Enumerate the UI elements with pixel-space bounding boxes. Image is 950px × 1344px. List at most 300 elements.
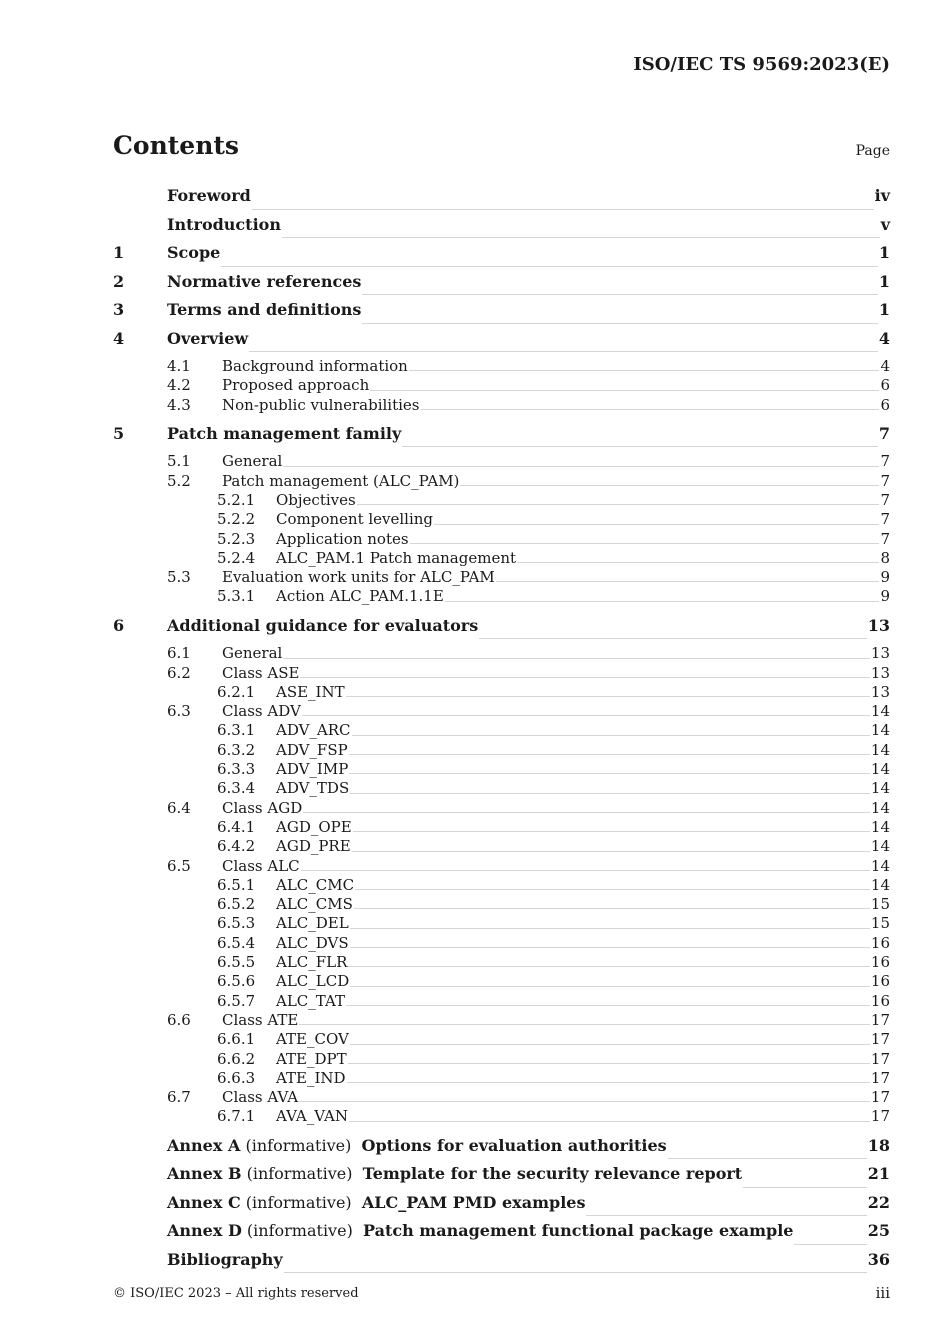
toc-entry-label: [276, 549, 516, 567]
toc-entry-number: 5.1: [167, 452, 191, 471]
toc-entry-number: 6.4: [167, 798, 191, 817]
toc-entry-label: [222, 396, 420, 414]
toc-entry-page: 14: [870, 702, 890, 721]
toc-entry-label: [167, 243, 220, 262]
dot-leader: [299, 1101, 870, 1102]
dot-leader: [460, 485, 879, 486]
toc-entry-title: AGD_PRE: [276, 837, 351, 856]
toc-entry[interactable]: [113, 1030, 890, 1049]
toc-entry-label: [167, 215, 281, 234]
toc-entry-number: 6.5.2: [217, 895, 256, 914]
toc-entry-number: 6.3.4: [217, 779, 256, 798]
footer-page-number: iii: [875, 1284, 890, 1302]
toc-entry-label: [167, 1164, 742, 1183]
toc-entry-page: 17: [870, 1010, 890, 1029]
dot-leader: [445, 601, 880, 602]
dot-leader: [352, 851, 870, 852]
toc-entry[interactable]: [113, 953, 890, 972]
toc-entry[interactable]: [113, 300, 890, 329]
toc-entry[interactable]: [113, 1250, 890, 1279]
dot-leader: [354, 908, 870, 909]
toc-entry-page: 22: [867, 1192, 890, 1212]
dot-leader: [362, 294, 877, 295]
toc-entry-title: Class AVA: [222, 1088, 299, 1107]
dot-leader: [434, 524, 879, 525]
toc-entry-label: [222, 1088, 298, 1106]
toc-entry-title: Patch management family: [167, 423, 402, 443]
toc-entry-number: 5.2.1: [217, 490, 256, 509]
toc-entry[interactable]: [113, 587, 890, 606]
toc-entry-title: ADV_TDS: [276, 779, 350, 798]
toc-entry-title: Terms and definitions: [167, 300, 362, 319]
toc-entry-number: 6.5.5: [217, 953, 256, 972]
toc-entry-label: [222, 376, 369, 394]
toc-entry-title: ASE_INT: [276, 682, 345, 701]
toc-entry-label: [276, 491, 356, 509]
toc-entry[interactable]: [113, 818, 890, 837]
toc-entry-title: Proposed approach: [222, 376, 370, 395]
toc-entry-page: 14: [870, 760, 890, 779]
toc-entry-label: [276, 818, 352, 836]
dot-leader: [349, 754, 870, 755]
dot-leader: [284, 1272, 867, 1273]
toc-entry-page: 7: [880, 490, 890, 509]
toc-entry[interactable]: [113, 1011, 890, 1030]
toc-entry-page: 16: [870, 972, 890, 991]
toc-entry-number: 6.5.7: [217, 991, 256, 1010]
dot-leader: [221, 266, 878, 267]
toc-entry[interactable]: [113, 837, 890, 856]
toc-entry-number: 5.3.1: [217, 587, 256, 606]
toc-entry-label: [276, 837, 351, 855]
toc-entry-number: 2: [113, 271, 125, 291]
toc-entry-page: 16: [870, 933, 890, 952]
toc-entry-number: 6.5.4: [217, 933, 256, 952]
toc-entry-label: [276, 530, 409, 548]
toc-entry-number: 6: [113, 615, 125, 635]
toc-entry-label: [167, 300, 361, 319]
toc-entry-page: 15: [870, 914, 890, 933]
toc-entry-page: 14: [870, 817, 890, 836]
toc-entry-page: 21: [867, 1164, 890, 1184]
toc-entry-label: [276, 1030, 349, 1048]
toc-entry[interactable]: [113, 357, 890, 376]
dot-leader: [350, 1044, 870, 1045]
dot-leader: [794, 1244, 866, 1245]
toc-entry-label: [276, 1069, 346, 1087]
dot-leader: [357, 504, 880, 505]
toc-entry-title: AGD_OPE: [276, 817, 352, 836]
toc-entry[interactable]: [113, 616, 890, 645]
toc-entry[interactable]: [113, 549, 890, 568]
toc-entry[interactable]: [113, 857, 890, 876]
dot-leader: [496, 581, 880, 582]
dot-leader: [350, 793, 870, 794]
toc-entry-number: 6.6.3: [217, 1068, 256, 1087]
toc-entry-title: Class ASE: [222, 663, 300, 682]
toc-entry-page: 14: [870, 740, 890, 759]
toc-entry-number: 4.1: [167, 357, 191, 375]
toc-entry[interactable]: [113, 1107, 890, 1126]
toc-entry-number: 3: [113, 300, 125, 319]
toc-entry[interactable]: [113, 721, 890, 740]
toc-entry-title: Overview: [167, 328, 249, 348]
toc-entry-label: [276, 1050, 347, 1068]
toc-entry[interactable]: [113, 741, 890, 760]
toc-entry[interactable]: [113, 329, 890, 358]
annex-status: (informative): [241, 1164, 363, 1184]
page-column-label: Page: [855, 143, 890, 159]
toc-entry[interactable]: [113, 186, 890, 215]
dot-leader: [668, 1158, 867, 1159]
toc-entry-number: 6.7: [167, 1088, 191, 1107]
toc-entry-label: [276, 587, 444, 605]
toc-entry-label: [276, 934, 349, 952]
toc-entry-page: v: [880, 214, 890, 234]
toc-entry-page: 14: [870, 856, 890, 875]
toc-entry-number: 5.2.4: [217, 548, 256, 567]
toc-entry-label: [276, 953, 347, 971]
toc-entry-title: Bibliography: [167, 1249, 283, 1269]
toc-entry-page: 1: [878, 271, 890, 291]
toc-entry-page: 7: [880, 529, 890, 548]
toc-entry-title: ALC_FLR: [276, 953, 348, 972]
toc-entry[interactable]: [113, 530, 890, 549]
toc-entry-label: [276, 972, 349, 990]
toc-entry[interactable]: [113, 1069, 890, 1088]
toc-entry-page: 18: [867, 1135, 890, 1155]
dot-leader: [362, 323, 877, 324]
toc-entry-title: ALC_CMS: [276, 895, 353, 914]
toc-entry-label: [276, 760, 348, 778]
toc-entry-label: [167, 1136, 667, 1155]
toc-entry[interactable]: [113, 1193, 890, 1222]
toc-entry-number: 6.6.2: [217, 1049, 256, 1068]
annex-status: (informative): [241, 1221, 363, 1241]
toc-entry-title: Introduction: [167, 214, 281, 234]
dot-leader: [346, 1005, 870, 1006]
toc-entry-label: [167, 272, 361, 291]
toc-entry[interactable]: [113, 799, 890, 818]
toc-entry-number: 6.7.1: [217, 1107, 256, 1126]
annex-prefix: Annex D: [167, 1221, 242, 1241]
toc-entry[interactable]: [113, 396, 890, 415]
toc-entry-page: 17: [870, 1030, 890, 1049]
toc-entry-number: 6.5.3: [217, 914, 256, 933]
toc-entry-title: ADV_IMP: [276, 760, 349, 779]
toc-entry-label: [222, 568, 495, 586]
toc-entry-number: 5.2.2: [217, 510, 256, 529]
toc-entry[interactable]: [113, 568, 890, 587]
toc-entry-page: 36: [867, 1249, 890, 1269]
toc-entry[interactable]: [113, 702, 890, 721]
toc-entry-number: 4.2: [167, 376, 191, 395]
toc-entry-title: Template for the security relevance report: [362, 1164, 743, 1184]
toc-entry[interactable]: [113, 243, 890, 272]
toc-entry-title: ALC_DVS: [276, 933, 349, 952]
dot-leader: [370, 390, 879, 391]
toc-entry-number: 4.3: [167, 395, 191, 414]
dot-leader: [350, 947, 870, 948]
toc-entry[interactable]: [113, 644, 890, 663]
toc-entry[interactable]: [113, 1050, 890, 1069]
toc-entry-title: Application notes: [276, 529, 409, 548]
dot-leader: [410, 543, 880, 544]
toc-entry-number: 6.5.1: [217, 875, 256, 894]
toc-entry-number: 6.3: [167, 702, 191, 721]
toc-entry-label: [167, 1193, 585, 1212]
dot-leader: [350, 986, 870, 987]
dot-leader: [586, 1215, 866, 1216]
dot-leader: [355, 889, 870, 890]
toc-entry[interactable]: [113, 1088, 890, 1107]
toc-entry-label: [222, 644, 282, 662]
toc-entry-page: 17: [870, 1068, 890, 1087]
dot-leader: [352, 735, 870, 736]
toc-entry-page: 13: [867, 615, 890, 635]
toc-entry[interactable]: [113, 664, 890, 683]
toc-entry-title: ATE_COV: [276, 1030, 349, 1049]
toc-entry-title: General: [222, 452, 283, 471]
toc-entry[interactable]: [113, 510, 890, 529]
toc-entry-title: Patch management functional package example: [362, 1221, 794, 1241]
toc-entry-page: 13: [870, 682, 890, 701]
toc-entry[interactable]: [113, 972, 890, 991]
dot-leader: [282, 237, 880, 238]
toc-entry-title: Scope: [167, 243, 221, 262]
toc-entry-number: 6.6: [167, 1010, 191, 1029]
toc-entry-number: 5.2: [167, 471, 191, 490]
toc-entry-page: 16: [870, 953, 890, 972]
toc-entry-label: [222, 799, 302, 817]
toc-entry-title: Background information: [222, 357, 408, 375]
toc-entry[interactable]: [113, 876, 890, 895]
dot-leader: [300, 677, 869, 678]
toc-entry[interactable]: [113, 895, 890, 914]
toc-entry-label: [276, 721, 351, 739]
toc-entry-title: ADV_ARC: [276, 721, 351, 740]
toc-entry-page: 6: [880, 395, 890, 414]
dot-leader: [249, 351, 878, 352]
toc-entry-page: 1: [878, 300, 890, 319]
toc-entry-page: 9: [880, 568, 890, 587]
toc-entry-title: Additional guidance for evaluators: [167, 615, 479, 635]
toc-entry-title: ADV_FSP: [276, 740, 348, 759]
toc-entry-label: [276, 895, 353, 913]
toc-entry-page: iv: [874, 186, 890, 205]
dot-leader: [517, 562, 879, 563]
toc-entry-number: 5.3: [167, 568, 191, 587]
dot-leader: [743, 1187, 867, 1188]
toc-entry-page: 14: [870, 875, 890, 894]
toc-entry[interactable]: [113, 1221, 890, 1250]
dot-leader: [299, 1024, 870, 1025]
toc-entry[interactable]: [113, 934, 890, 953]
toc-entry-label: [167, 1250, 283, 1269]
toc-entry-page: 16: [870, 991, 890, 1010]
toc-entry-title: Patch management (ALC_PAM): [222, 471, 460, 490]
dot-leader: [346, 696, 870, 697]
toc-entry-title: AVA_VAN: [276, 1107, 349, 1126]
toc-entry-title: Foreword: [167, 186, 251, 205]
toc-entry-page: 4: [880, 357, 890, 375]
toc-entry-page: 7: [878, 423, 890, 443]
toc-entry-number: 6.3.1: [217, 721, 256, 740]
toc-entry-label: [276, 510, 433, 528]
dot-leader: [302, 715, 870, 716]
toc-entry-title: ALC_TAT: [276, 991, 345, 1010]
toc-entry-title: Class AGD: [222, 798, 303, 817]
toc-entry-title: Normative references: [167, 271, 362, 291]
toc-entry[interactable]: [113, 1136, 890, 1165]
toc-entry-label: [222, 357, 408, 375]
toc-entry-title: ALC_PAM PMD examples: [361, 1192, 586, 1212]
toc-title: Contents: [113, 131, 240, 160]
toc-entry-number: 6.5: [167, 856, 191, 875]
dot-leader: [252, 209, 874, 210]
toc-entry-page: 8: [880, 548, 890, 567]
toc-entry-number: 5.2.3: [217, 529, 256, 548]
document-id: ISO/IEC TS 9569:2023(E): [633, 54, 890, 75]
toc-entry-title: Class ATE: [222, 1010, 299, 1029]
toc-entry-title: Objectives: [276, 490, 356, 509]
dot-leader: [283, 658, 870, 659]
toc-entry-title: Evaluation work units for ALC_PAM: [222, 568, 495, 587]
dot-leader: [347, 1082, 870, 1083]
toc-entry-number: 6.5.6: [217, 972, 256, 991]
toc-entry-label: [167, 1221, 793, 1240]
toc-entry-title: ALC_DEL: [276, 914, 349, 933]
toc-entry[interactable]: [113, 376, 890, 395]
toc-entry-label: [222, 702, 301, 720]
toc-entry-label: [276, 914, 349, 932]
dot-leader: [402, 446, 878, 447]
toc-entry-page: 4: [878, 328, 890, 348]
toc-entry-page: 1: [878, 243, 890, 262]
toc-entry[interactable]: [113, 272, 890, 301]
annex-prefix: Annex C: [167, 1192, 241, 1212]
toc-entry-label: [276, 683, 345, 701]
toc-entry[interactable]: [113, 683, 890, 702]
toc-entry-number: 6.2: [167, 663, 191, 682]
toc-entry-number: 1: [113, 243, 125, 262]
toc-entry-number: 4: [113, 328, 125, 348]
annex-status: (informative): [240, 1192, 362, 1212]
toc-entry-title: ATE_DPT: [276, 1049, 347, 1068]
annex-prefix: Annex A: [167, 1135, 241, 1155]
dot-leader: [353, 831, 870, 832]
toc-entry-label: [276, 992, 345, 1010]
toc-entry-title: Component levelling: [276, 510, 434, 529]
toc-entry-page: 14: [870, 721, 890, 740]
toc-entry-page: 14: [870, 798, 890, 817]
toc-entry-label: [222, 857, 300, 875]
toc-entry-page: 13: [870, 663, 890, 682]
dot-leader: [349, 773, 870, 774]
toc-entry-page: 17: [870, 1049, 890, 1068]
toc-entry-page: 6: [880, 376, 890, 395]
toc-entry[interactable]: [113, 779, 890, 798]
toc-entry-number: 6.4.1: [217, 817, 256, 836]
footer-copyright: © ISO/IEC 2023 – All rights reserved: [113, 1286, 359, 1301]
toc-entry-number: 5: [113, 423, 125, 443]
toc-entry-label: [276, 779, 349, 797]
toc-entry-label: [167, 329, 248, 348]
toc-entry[interactable]: [113, 1164, 890, 1193]
dot-leader: [348, 1063, 870, 1064]
toc-entry[interactable]: [113, 424, 890, 453]
toc-entry[interactable]: [113, 992, 890, 1011]
toc-entry[interactable]: [113, 491, 890, 510]
toc-entry-title: Class ADV: [222, 702, 301, 721]
toc-entry-title: Action ALC_PAM.1.1E: [276, 587, 444, 606]
toc-entry-label: [167, 186, 251, 205]
toc-entry[interactable]: [113, 452, 890, 471]
toc-entry-title: Options for evaluation authorities: [361, 1135, 667, 1155]
toc-entry-number: 6.4.2: [217, 837, 256, 856]
toc-entry-page: 14: [870, 837, 890, 856]
toc-entry-page: 14: [870, 779, 890, 798]
dot-leader: [350, 928, 870, 929]
toc-entry-title: General: [222, 644, 283, 663]
toc-entry-label: [167, 424, 401, 443]
annex-status: (informative): [240, 1135, 362, 1155]
toc-entry[interactable]: [113, 472, 890, 491]
dot-leader: [409, 370, 880, 371]
toc-entry-label: [167, 616, 478, 635]
toc-entry-label: [222, 1011, 298, 1029]
toc-entry-number: 6.3.2: [217, 740, 256, 759]
dot-leader: [421, 409, 880, 410]
toc-entry-page: 15: [870, 895, 890, 914]
dot-leader: [301, 870, 870, 871]
toc-entry-label: [222, 452, 282, 470]
toc-entry-page: 9: [880, 587, 890, 606]
toc-entry-page: 25: [867, 1221, 890, 1241]
toc-entry-number: 6.3.3: [217, 760, 256, 779]
toc-entry[interactable]: [113, 215, 890, 244]
dot-leader: [348, 966, 869, 967]
toc-entry-page: 17: [870, 1107, 890, 1126]
toc-entry-label: [276, 876, 354, 894]
toc-entry[interactable]: [113, 760, 890, 779]
toc-entry-label: [276, 741, 348, 759]
toc-entry-page: 7: [880, 471, 890, 490]
annex-prefix: Annex B: [167, 1164, 242, 1184]
toc-entry-number: 6.1: [167, 644, 191, 663]
toc-entry[interactable]: [113, 914, 890, 933]
toc-entry-title: ALC_PAM.1 Patch management: [276, 548, 517, 567]
toc-entry-label: [276, 1107, 348, 1125]
toc-entry-title: Class ALC: [222, 856, 300, 875]
toc-entry-title: ALC_CMC: [276, 875, 355, 894]
toc-entry-page: 17: [870, 1088, 890, 1107]
toc-entry-title: ALC_LCD: [276, 972, 350, 991]
table-of-contents: [113, 186, 890, 1278]
toc-entry-page: 7: [880, 452, 890, 471]
toc-entry-number: 6.6.1: [217, 1030, 256, 1049]
toc-entry-label: [222, 664, 299, 682]
dot-leader: [479, 638, 867, 639]
toc-entry-number: 6.2.1: [217, 682, 256, 701]
toc-entry-page: 7: [880, 510, 890, 529]
toc-entry-title: ATE_IND: [276, 1068, 346, 1087]
dot-leader: [303, 812, 870, 813]
dot-leader: [349, 1121, 870, 1122]
toc-entry-title: Non-public vulnerabilities: [222, 395, 420, 414]
dot-leader: [283, 466, 879, 467]
toc-entry-label: [222, 472, 459, 490]
